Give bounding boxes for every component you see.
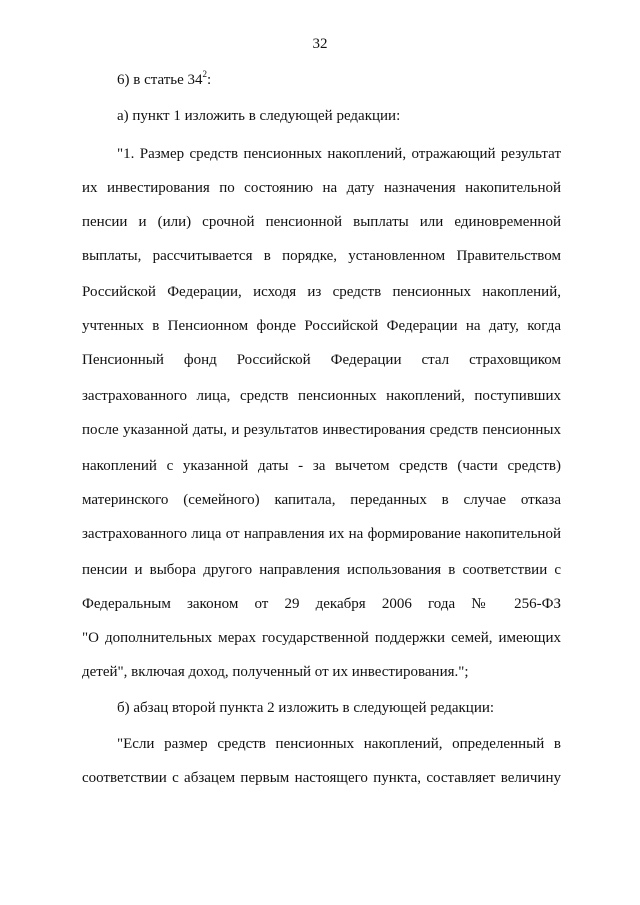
paragraph-line: пенсии и (или) срочной пенсионной выплаты или единовременной xyxy=(82,214,561,230)
paragraph-line: а) пункт 1 изложить в следующей редакции: xyxy=(117,108,401,124)
paragraph-line: пенсии и выбора другого направления использования в соответствии с xyxy=(82,562,561,578)
heading-superscript: 2 xyxy=(202,69,208,79)
paragraph-line: их инвестирования по состоянию на дату назначения накопительной xyxy=(82,180,561,196)
paragraph-line: "1. Размер средств пенсионных накоплений, отражающий результат xyxy=(117,146,561,162)
paragraph-line: "Если размер средств пенсионных накоплений, определенный в xyxy=(117,736,561,752)
heading-prefix: 6) в статье 34 xyxy=(117,72,203,88)
paragraph-line: Российской Федерации, исходя из средств пенсионных накоплений, xyxy=(82,284,561,300)
amendment-heading xyxy=(117,70,561,90)
paragraph-line: материнского (семейного) капитала, переданных в случае отказа xyxy=(82,492,561,508)
paragraph-line: выплаты, рассчитывается в порядке, установленном Правительством xyxy=(82,248,561,264)
paragraph-line: Пенсионный фонд Российской Федерации стал страховщиком xyxy=(82,352,561,368)
page-number: 32 xyxy=(312,36,328,52)
heading-suffix: : xyxy=(207,72,212,88)
paragraph-line: соответствии с абзацем первым настоящего пункта, составляет величину xyxy=(82,770,561,786)
paragraph-line: "О дополнительных мерах государственной поддержки семей, имеющих xyxy=(82,630,561,646)
paragraph-line: накоплений с указанной даты - за вычетом средств (части средств) xyxy=(82,458,561,474)
paragraph-line: Федеральным законом от 29 декабря 2006 года № 256-ФЗ xyxy=(82,596,561,612)
paragraph-line: застрахованного лица, средств пенсионных накоплений, поступивших xyxy=(82,388,561,404)
paragraph-line: детей", включая доход, полученный от их инвестирования."; xyxy=(82,664,469,680)
paragraph-line: учтенных в Пенсионном фонде Российской Федерации на дату, когда xyxy=(82,318,561,334)
paragraph-line: после указанной даты, и результатов инвестирования средств пенсионных xyxy=(82,422,561,438)
paragraph-line: застрахованного лица от направления их на формирование накопительной xyxy=(82,526,561,542)
paragraph-line: б) абзац второй пункта 2 изложить в следующей редакции: xyxy=(117,700,495,716)
